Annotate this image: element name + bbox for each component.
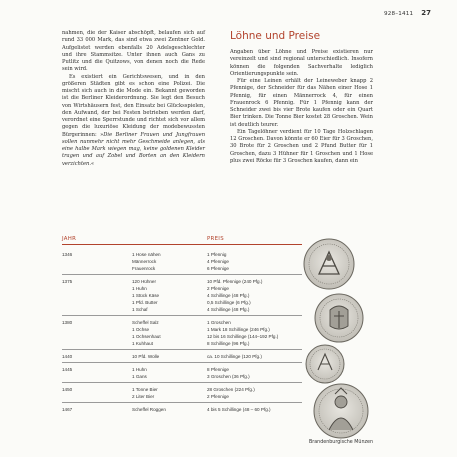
table-row (62, 292, 302, 299)
year-cell: 1445 (62, 367, 73, 372)
item-cell: 1 Pfd. Butter (132, 300, 158, 305)
item-cell: 1 Stück Käse (132, 293, 160, 298)
year-cell: 1450 (62, 387, 73, 392)
table-group (62, 350, 302, 363)
year-cell: 1440 (62, 354, 73, 359)
price-cell: 4 bis 5 Schillinge (48 – 60 Pfg.) (207, 407, 271, 412)
table-header-rule (62, 244, 302, 245)
table-row (62, 265, 302, 272)
table-row (62, 285, 302, 292)
table-row (62, 326, 302, 333)
item-cell: Männerrock (132, 259, 157, 264)
left-paragraph-2-text: Es existiert ein Gerichtswesen, und in den größeren Städten gibt es schon eine Polizei. Die mischt sich auch in die Mode ein. Bekannt geworden ist die Berliner Kleiderordnung. Sie legt den Besuch von Wirtshäusern fest, den Einsatz bei Glücksspielen, den Aufwand, der bei Festen betrieben werden darf, verordnet eine Sperrstunde und richtet sich vor allem gegen die luxuriöse Kleidung der modebewussten Bürgerinnen: » (62, 73, 205, 138)
item-cell: 1 Huhn (132, 367, 147, 372)
section-title: Löhne und Preise (230, 30, 321, 42)
table-body (62, 248, 302, 415)
header-year-range: 928–1411 (383, 11, 414, 17)
year-cell (62, 333, 132, 340)
year-cell: 1467 (62, 407, 73, 412)
table-group (62, 403, 302, 415)
coin-2-icon (315, 294, 363, 342)
table-header-price: PREIS (207, 236, 224, 242)
item-cell: 1 Huhn (132, 286, 147, 291)
year-cell (62, 373, 132, 380)
year-cell (62, 285, 132, 292)
left-paragraph-1: nahmen, die der Kaiser abschöpft, belaufen sich auf rund 33 000 Mark, das sind etwa zwei Zentner Gold. Aufgelistet werden ebenfalls 20 Adelsgeschlechter und ihre Stammsitze. Unter ihnen auch Gans zu Putlitz und die Quitzows, von denen noch die Rede sein wird. (62, 30, 205, 73)
table-row (62, 393, 302, 400)
year-cell (62, 340, 132, 347)
table-row (62, 373, 302, 380)
table-row (62, 340, 302, 347)
price-cell: 1 Groschen (207, 320, 231, 325)
year-cell: 1380 (62, 320, 73, 325)
year-cell (62, 258, 132, 265)
page-number: 27 (421, 9, 431, 17)
left-text-column (62, 30, 205, 168)
coin-1-icon (304, 239, 354, 289)
table-group (62, 383, 302, 403)
year-cell: 1346 (62, 252, 73, 257)
item-cell: 1 Tonne Bier (132, 387, 158, 392)
table-row (62, 299, 302, 306)
item-cell: 1 Kuhhaut (132, 341, 153, 346)
table-row (62, 333, 302, 340)
kleiderordnung-quote: Die Berliner Frauen und Jungfrauen sollen nunmehr nicht mehr Geschmeide anlegen, als eine halbe Mark wiegen mag, keine goldenen Kleider tragen und auf Zobel und Borten an den Kleidern verzichten. (62, 131, 206, 167)
table-row (62, 258, 302, 265)
price-cell: 3 Groschen (36 Pfg.) (207, 374, 250, 379)
price-cell: 12 bis 16 Schillinge (144–192 Pfg.) (207, 334, 279, 339)
right-paragraph-3: Ein Tagelöhner verdient für 10 Tage Holzschlagen 12 Groschen. Davon könnte er 60 Eier für 3 Groschen, 30 Brote für 2 Groschen und 2 Pfund Butter für 1 Groschen, dazu 3 Hühner für 1 Groschen und 1 Hose plus zwei Röcke für 3 Groschen kaufen, dann ein (230, 128, 373, 164)
price-cell: 28 Groschen (224 Pfg.) (207, 387, 255, 392)
price-cell: 1 Mark 18 Schillinge (246 Pfg.) (207, 327, 270, 332)
price-cell: 4 Schillinge (48 Pfg.) (207, 293, 250, 298)
price-cell: 10 Pfd. Pfennige (240 Pfg.) (207, 279, 263, 284)
item-cell: 1 Ochsenhaut (132, 334, 161, 339)
coin-3-icon (306, 345, 344, 383)
item-cell: Scheffel Roggen (132, 407, 166, 412)
item-cell: 1 Hose nähen (132, 252, 161, 257)
table-row (62, 306, 302, 313)
coin-4-icon (314, 384, 368, 438)
quote-close-mark: « (91, 160, 95, 167)
table-group (62, 248, 302, 275)
table-row (62, 319, 302, 326)
right-text-column (230, 30, 373, 165)
item-cell: Scheffel Salz (132, 320, 159, 325)
right-paragraph-2: Für eine Leinen erhält der Leineweber knapp 2 Pfennige, der Schneider für das Nähen einer Hose 1 Pfennig, für einen Männerrock 4, für einen Frauenrock 6 Pfennig. Für 1 Pfennig kann der Schneider zwei bis vier Brote kaufen oder ein Quart Bier trinken. Die Tonne Bier kostet 28 Groschen. Wein ist deutlich teurer. (230, 78, 373, 128)
price-cell: ca. 10 Schillinge (120 Pfg.) (207, 354, 262, 359)
table-row (62, 386, 302, 393)
price-cell: 6 Pfennige (207, 266, 229, 271)
coins-illustration (293, 236, 375, 446)
table-group (62, 316, 302, 350)
table-row (62, 251, 302, 258)
left-paragraph-2 (62, 74, 205, 168)
item-cell: 1 Gans (132, 374, 147, 379)
item-cell: 1 Ochse (132, 327, 150, 332)
right-paragraph-1: Angaben über Löhne und Preise existieren nur vereinzelt und sind regional unterschiedlich. Insofern können die folgenden Sachverhalte lediglich Orientierungspunkte sein. (230, 49, 373, 77)
year-cell (62, 265, 132, 272)
item-cell: 10 Pfd. Wolle (132, 354, 160, 359)
table-row (62, 353, 302, 360)
table-row (62, 406, 302, 413)
table-header-year: JAHR (62, 236, 77, 242)
running-header (384, 9, 431, 17)
price-cell: 2 Pfennige (207, 286, 229, 291)
price-cell: 2 Pfennige (207, 394, 229, 399)
price-cell: 4 Pfennige (207, 259, 229, 264)
table-group (62, 363, 302, 383)
year-cell: 1375 (62, 279, 73, 284)
coins-caption: Brandenburgische Münzen (308, 440, 373, 445)
table-row (62, 366, 302, 373)
price-cell: 1 Pfennig (207, 252, 227, 257)
year-cell (62, 306, 132, 313)
item-cell: Frauenrock (132, 266, 156, 271)
price-cell: 8 Pfennige (207, 367, 229, 372)
year-cell (62, 299, 132, 306)
year-cell (62, 326, 132, 333)
price-cell: 4 Schillinge (48 Pfg.) (207, 307, 250, 312)
item-cell: 120 Hühner (132, 279, 157, 284)
table-group (62, 275, 302, 316)
price-cell: 8 Schillinge (96 Pfg.) (207, 341, 250, 346)
price-cell: 0,5 Schillinge (6 Pfg.) (207, 300, 251, 305)
item-cell: 2 Liter Bier (132, 394, 155, 399)
year-cell (62, 292, 132, 299)
table-row (62, 278, 302, 285)
year-cell (62, 393, 132, 400)
item-cell: 1 Schaf (132, 307, 148, 312)
